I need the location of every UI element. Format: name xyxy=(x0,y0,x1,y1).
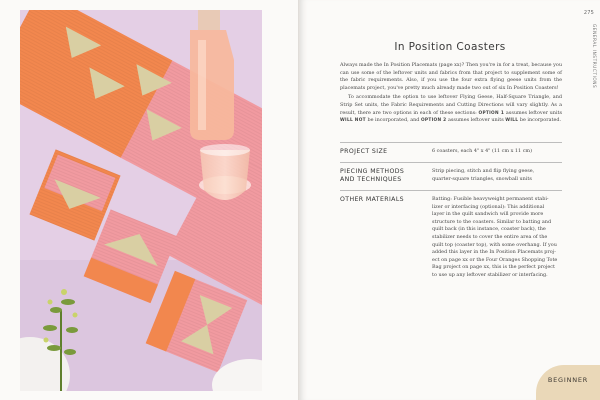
page-title: In Position Coasters xyxy=(394,41,506,53)
spec-value: 6 coasters, each 4" x 4" (11 cm x 11 cm) xyxy=(432,148,532,154)
spec-row-other-materials xyxy=(340,190,562,286)
spec-value: Batting: Fusible heavyweight permanent stabi- lizer or interfacing (optional): This additional layer in the quilt sandwich will provide more structure to the coasters. Similar to batting and quilt back (in this instance, coaster back), the stabilizer needs to cover the entire area of the quilt top (coaster top), with some overhang. If you added this layer in the In Position Placemats proj- ect on page xx or the Four Oranges Shopping Tote Bag project on page xx, this is the perfect project to use up any leftover stabilizer or interfacing. xyxy=(432,196,558,278)
spec-value: Strip piecing, stitch and flip flying geese, quarter-square triangles, snowball units xyxy=(432,168,535,182)
spec-label: PROJECT SIZE xyxy=(340,148,388,155)
skill-level-label: BEGINNER xyxy=(547,376,589,384)
will-not-label: WILL NOT xyxy=(340,118,366,124)
page-number: 275 xyxy=(583,10,594,16)
intro-paragraph-2 xyxy=(340,94,562,124)
spec-row-piecing-methods xyxy=(340,162,562,190)
intro-paragraph-1: Always made the In Position Placemats (page xx)? Then you're in for a treat, because you can use some of the leftover units and fabrics from that project to supplement some of the fabric requirements. Also, if you use the four extra flying geese units from the placemats project, you've pretty much already made two out of six In Position Coasters! xyxy=(340,62,562,91)
option-1-label: OPTION 1 xyxy=(478,110,505,116)
intro-text xyxy=(340,62,562,127)
coasters-illustration xyxy=(20,10,262,391)
project-specs xyxy=(340,142,562,286)
spec-label: PIECING METHODS AND TECHNIQUES xyxy=(340,168,405,183)
spec-row-project-size xyxy=(340,142,562,162)
intro-p2-d: assumes leftover units xyxy=(446,117,506,124)
intro-p2-c: be incorporated, and xyxy=(365,117,421,124)
coasters-photo xyxy=(20,10,262,391)
wine-glass xyxy=(199,144,251,200)
right-page xyxy=(300,0,600,400)
side-tab-label: GENERAL INSTRUCTIONS xyxy=(592,24,597,89)
intro-p2-a: To accommodate the option to use leftover Flying Geese, Half-Square Triangle, and Strip Set units, the Fabric Requirements and Cutting Directions will vary slightly. As a result, there are two options in each of these sections: xyxy=(340,94,562,116)
side-tab xyxy=(587,24,597,114)
intro-p2-b: assumes leftover units xyxy=(504,109,562,116)
option-2-label: OPTION 2 xyxy=(420,118,447,124)
will-label: WILL xyxy=(505,118,519,124)
skill-level-badge xyxy=(536,365,600,400)
intro-p2-e: be incorporated. xyxy=(518,117,562,124)
spec-label: OTHER MATERIALS xyxy=(340,196,404,203)
